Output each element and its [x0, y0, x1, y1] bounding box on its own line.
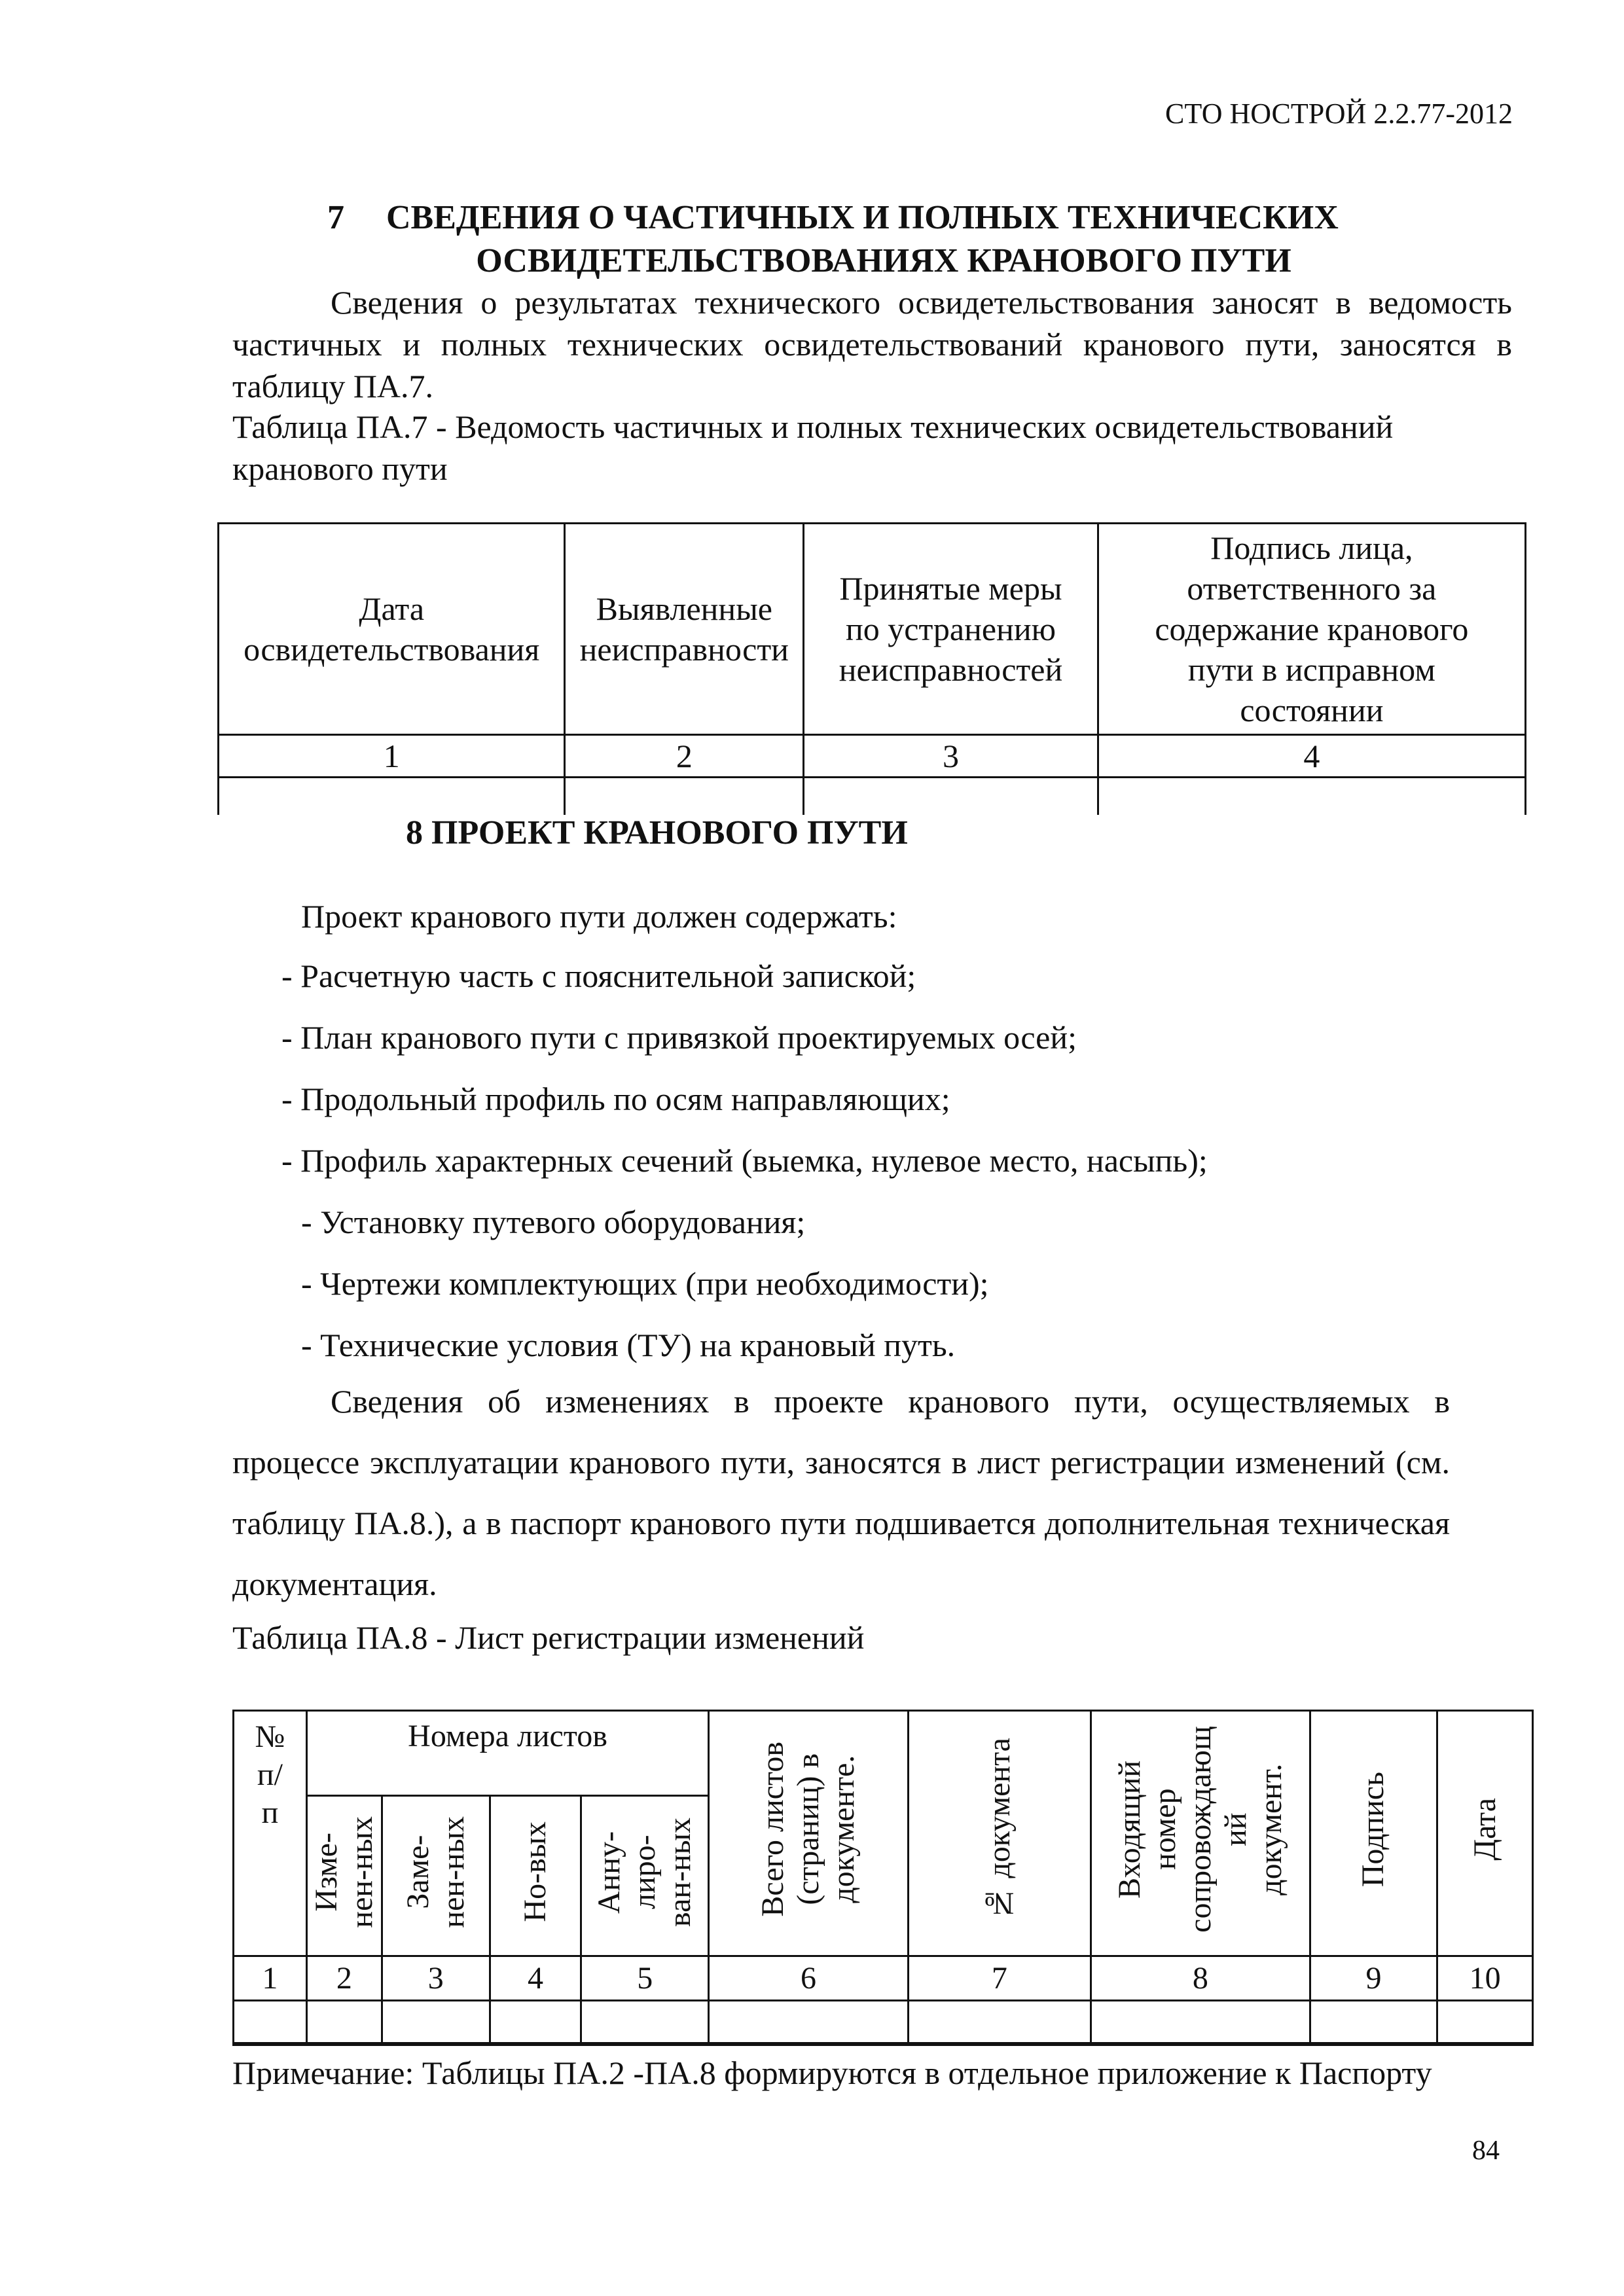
table-cell: 3 — [804, 735, 1098, 778]
table-cell — [908, 2001, 1091, 2045]
section-7-title-line2: ОСВИДЕТЕЛЬСТВОВАНИЯХ КРАНОВОГО ПУТИ — [476, 242, 1291, 279]
table-pa7-header — [565, 524, 804, 735]
sub-header-changed-label: Изме- нен-ных — [308, 1816, 379, 1928]
table-cell — [804, 778, 1098, 816]
section-8-title: 8 ПРОЕКТ КРАНОВОГО ПУТИ — [406, 814, 908, 852]
table-cell: 9 — [1310, 1956, 1437, 2001]
table-cell: 1 — [234, 1956, 307, 2001]
header-doc-number — [908, 1711, 1091, 1956]
list-item: - Технические условия (ТУ) на крановый путь. — [301, 1327, 956, 1363]
table-cell — [709, 2001, 909, 2045]
header-measures: Принятые меры по устранению неисправностей — [839, 570, 1063, 688]
table-cell — [1310, 2001, 1437, 2045]
header-faults: Выявленные неисправности — [579, 590, 789, 668]
table-pa7-caption: Таблица ПА.7 - Ведомость частичных и полных технических освидетельствований кранового пути — [232, 408, 1394, 487]
header-date: Дата освидетельствования — [244, 590, 540, 668]
list-item: - Расчетную часть с пояснительной запиской; — [281, 958, 916, 994]
list-item: - План кранового пути с привязкой проектируемых осей; — [281, 1019, 1077, 1056]
header-sheet-numbers: Номера листов — [306, 1711, 708, 1796]
table-cell: 7 — [908, 1956, 1091, 2001]
section-7-title — [327, 196, 1388, 283]
sub-header-new-label: Но-вых — [517, 1821, 552, 1922]
table-pa7-header — [219, 524, 565, 735]
table-cell — [306, 2001, 382, 2045]
sub-header-replaced-label: Заме- нен-ных — [400, 1816, 471, 1928]
table-cell — [581, 2001, 709, 2045]
table-cell — [382, 2001, 490, 2045]
table-cell: 2 — [565, 735, 804, 778]
table-pa7 — [217, 522, 1526, 815]
table-cell — [234, 2001, 307, 2045]
table-note: Примечание: Таблицы ПА.2 -ПА.8 формируются в отдельное приложение к Паспорту — [232, 2042, 1534, 2092]
sub-header-replaced — [382, 1796, 490, 1956]
table-cell: 3 — [382, 1956, 490, 2001]
sub-header-new — [490, 1796, 581, 1956]
document-code: СТО НОСТРОЙ 2.2.77-2012 — [1165, 98, 1513, 130]
header-incoming-number — [1091, 1711, 1310, 1956]
list-item: - Продольный профиль по осям направляющих; — [281, 1081, 950, 1117]
header-date-label: Дата — [1467, 1798, 1502, 1861]
list-item: - Профиль характерных сечений (выемка, нулевое место, насыпь); — [281, 1142, 1208, 1179]
table-cell: 6 — [709, 1956, 909, 2001]
table-pa8-caption: Таблица ПА.8 - Лист регистрации изменений — [232, 1619, 865, 1656]
table-cell: 1 — [219, 735, 565, 778]
table-cell: 10 — [1437, 1956, 1533, 2001]
section-7-title-line1: СВЕДЕНИЯ О ЧАСТИЧНЫХ И ПОЛНЫХ ТЕХНИЧЕСКИХ — [386, 199, 1339, 236]
section-8-intro: Проект кранового пути должен содержать: — [301, 898, 897, 935]
table-cell — [1098, 778, 1525, 816]
table-cell — [1437, 2001, 1533, 2045]
table-pa8 — [232, 1710, 1534, 2046]
sub-header-cancelled-label: Анну- лиро- ван-ных — [592, 1817, 698, 1927]
header-number — [234, 1711, 307, 1956]
header-number-label: № п/ п — [255, 1719, 285, 1830]
header-signature-label: Подпись — [1356, 1771, 1391, 1888]
table-cell — [565, 778, 804, 816]
header-date — [1437, 1711, 1533, 1956]
table-cell — [1091, 2001, 1310, 2045]
section-7-paragraph: Сведения о результатах технического освидетельствования заносят в ведомость частичных и полных технических освидетельствований кранового пути, заносятся в таблицу ПА.7. — [232, 284, 1512, 404]
table-cell: 2 — [306, 1956, 382, 2001]
header-signature: Подпись лица, ответственного за содержание кранового пути в исправном состоянии — [1155, 529, 1469, 728]
sub-header-changed — [306, 1796, 382, 1956]
table-cell: 8 — [1091, 1956, 1310, 2001]
table-pa7-header — [1098, 524, 1525, 735]
table-pa7-header — [804, 524, 1098, 735]
table-cell: 4 — [1098, 735, 1525, 778]
table-cell: 5 — [581, 1956, 709, 2001]
section-7-number: 7 — [327, 199, 344, 236]
list-item: - Установку путевого оборудования; — [301, 1204, 806, 1240]
header-signature — [1310, 1711, 1437, 1956]
table-cell — [490, 2001, 581, 2045]
header-total-sheets — [709, 1711, 909, 1956]
header-doc-number-label: № документа — [981, 1738, 1017, 1921]
header-total-sheets-label: Всего листов (страниц) в документе. — [755, 1742, 861, 1917]
list-item: - Чертежи комплектующих (при необходимости); — [301, 1265, 989, 1302]
sub-header-cancelled — [581, 1796, 709, 1956]
header-incoming-number-label: Входящий номер сопровождающ ий документ. — [1111, 1726, 1288, 1933]
section-8-paragraph: Сведения об изменениях в проекте кранового пути, осуществляемых в процессе эксплуатации кранового пути, заносятся в лист регистрации изменений (см. таблицу ПА.8.), а в паспорт кранового пути подшивается дополнительная техническая документация. — [232, 1383, 1450, 1602]
page-number: 84 — [1472, 2136, 1500, 2166]
table-cell: 4 — [490, 1956, 581, 2001]
table-cell — [219, 778, 565, 816]
